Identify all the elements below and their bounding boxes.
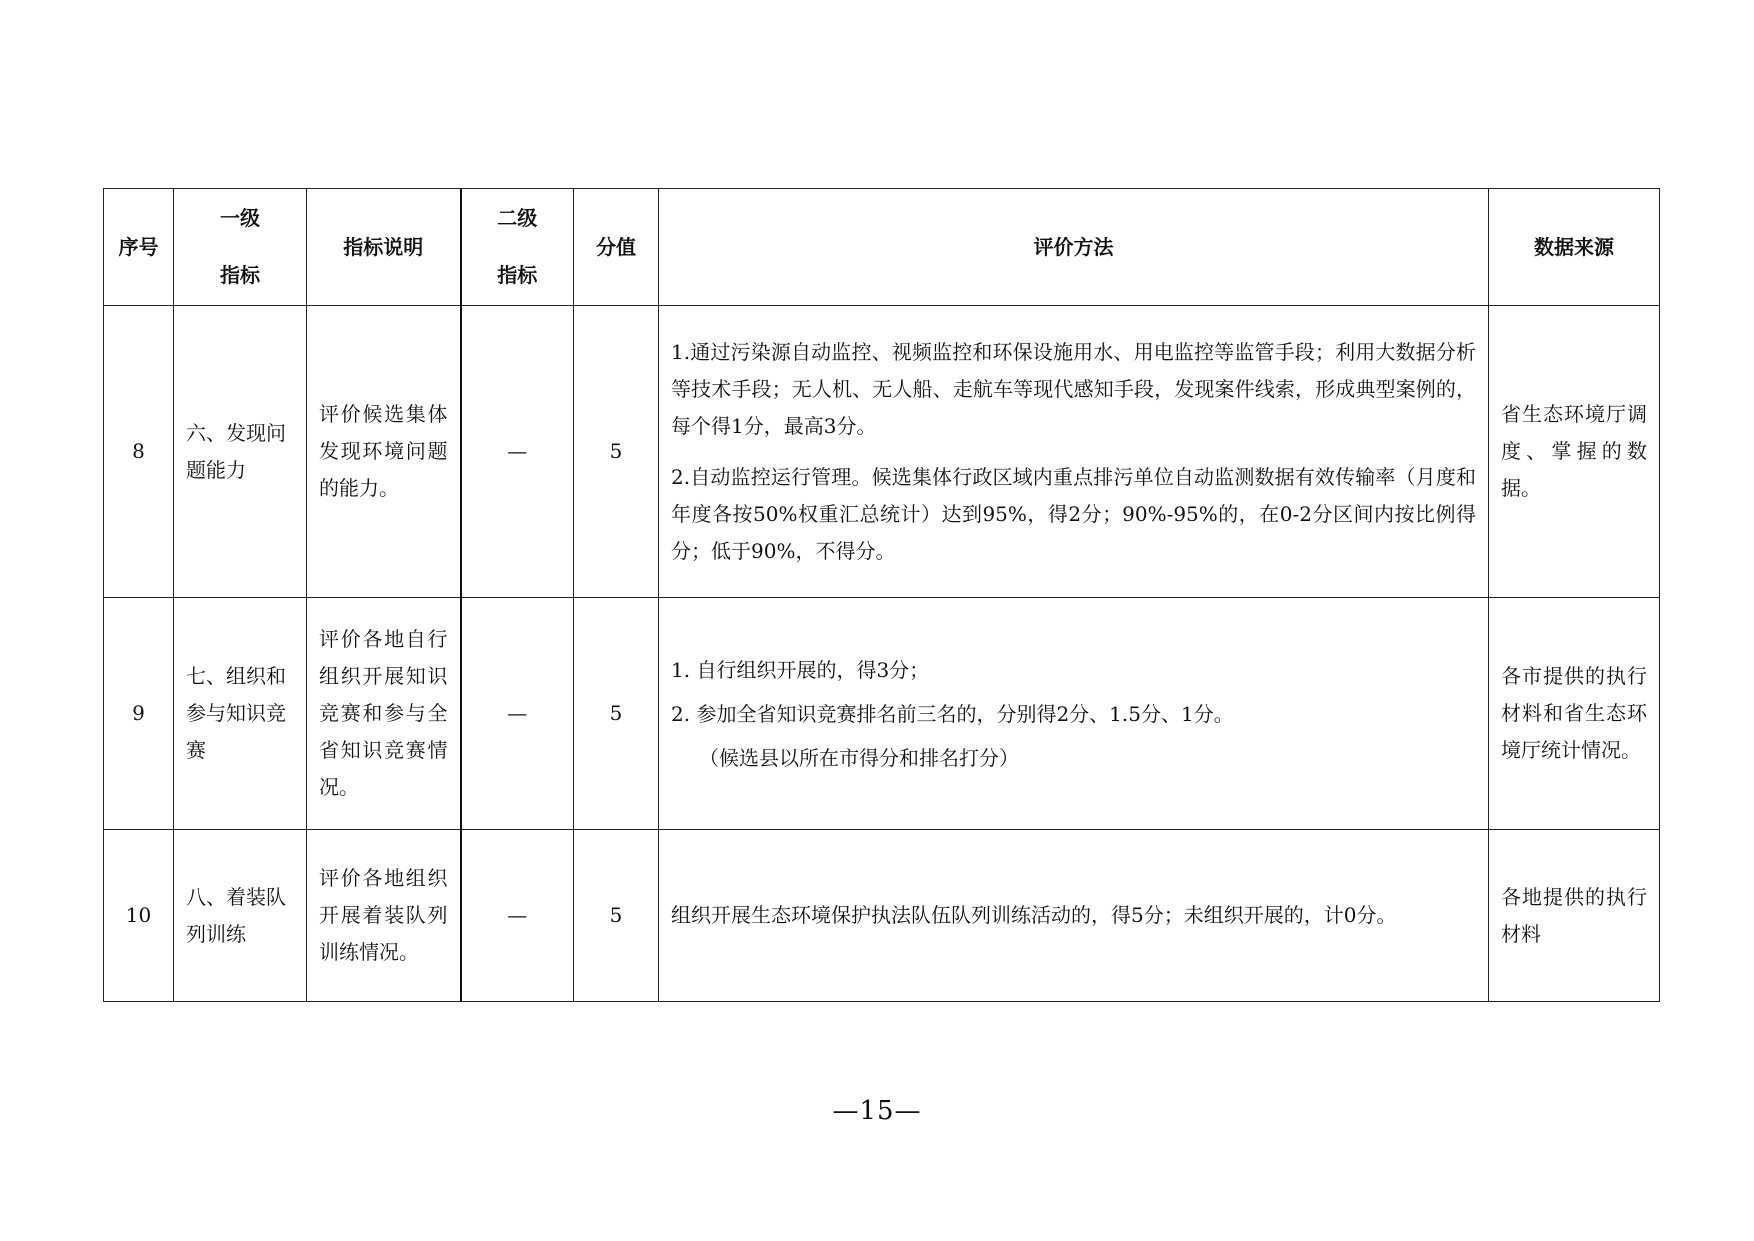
row-level1-text: 七、组织和参与知识竞赛 (186, 664, 286, 762)
row-seq: 9 (104, 598, 174, 830)
row-description (307, 830, 461, 1002)
method-item: 2. 参加全省知识竞赛排名前三名的，分别得2分、1.5分、1分。 (671, 701, 1234, 726)
row-score: 5 (574, 306, 659, 598)
method-item: 1. 自行组织开展的，得3分； (671, 657, 930, 682)
row-source (1489, 306, 1660, 598)
row-level1 (174, 306, 307, 598)
header-description: 指标说明 (307, 189, 461, 306)
row-description-text: 评价各地组织开展着装队列训练情况。 (319, 866, 448, 964)
row-description-text: 评价各地自行组织开展知识竞赛和参与全省知识竞赛情况。 (319, 627, 448, 799)
row-source (1489, 598, 1660, 830)
header-level2 (461, 189, 574, 306)
method-item: 1.通过污染源自动监控、视频监控和环保设施用水、用电监控等监管手段；利用大数据分析等技术手段；无人机、无人船、走航车等现代感知手段，发现案件线索，形成典型案例的，每个得1分，最高3分。 (671, 339, 1476, 438)
header-level2-line1: 二级 (497, 206, 538, 230)
header-score: 分值 (574, 189, 659, 306)
row-level2: — (461, 830, 574, 1002)
row-level2: — (461, 306, 574, 598)
row-level1-text: 八、着装队列训练 (186, 884, 286, 946)
row-level1 (174, 830, 307, 1002)
method-text: 组织开展生态环境保护执法队伍队列训练活动的，得5分；未组织开展的，计0分。 (671, 903, 1397, 927)
row-score: 5 (574, 598, 659, 830)
row-source-text: 省生态环境厅调度、掌握的数据。 (1501, 402, 1647, 500)
header-source: 数据来源 (1489, 189, 1660, 306)
row-source (1489, 830, 1660, 1002)
row-description (307, 306, 461, 598)
table-row (104, 830, 1660, 1002)
method-note: （候选县以所在市得分和排名打分） (699, 745, 1019, 770)
page-number: —15— (832, 1096, 922, 1126)
header-level1-line1: 一级 (220, 206, 260, 230)
header-level1-line2: 指标 (220, 263, 260, 287)
row-seq: 10 (104, 830, 174, 1002)
table-row (104, 598, 1660, 830)
header-seq: 序号 (104, 189, 174, 306)
row-description (307, 598, 461, 830)
row-score: 5 (574, 830, 659, 1002)
row-source-text: 各地提供的执行材料 (1501, 884, 1647, 946)
table-row (104, 306, 1660, 598)
row-method (659, 830, 1489, 1002)
row-source-text: 各市提供的执行材料和省生态环境厅统计情况。 (1501, 664, 1647, 762)
row-method (659, 598, 1489, 830)
row-level2: — (461, 598, 574, 830)
method-item: 2.自动监控运行管理。候选集体行政区域内重点排污单位自动监测数据有效传输率（月度和年度各按50%权重汇总统计）达到95%，得2分；90%-95%的，在0-2分区间内按比例得分；低于90%，不得分。 (671, 464, 1476, 563)
row-description-text: 评价候选集体发现环境问题的能力。 (319, 402, 448, 500)
row-level1-text: 六、发现问题能力 (186, 420, 286, 482)
header-method: 评价方法 (659, 189, 1489, 306)
header-level1 (174, 189, 307, 306)
row-seq: 8 (104, 306, 174, 598)
evaluation-table (103, 188, 1660, 1002)
row-level1 (174, 598, 307, 830)
header-level2-line2: 指标 (497, 263, 538, 287)
table-header-row (104, 189, 1660, 306)
row-method (659, 306, 1489, 598)
